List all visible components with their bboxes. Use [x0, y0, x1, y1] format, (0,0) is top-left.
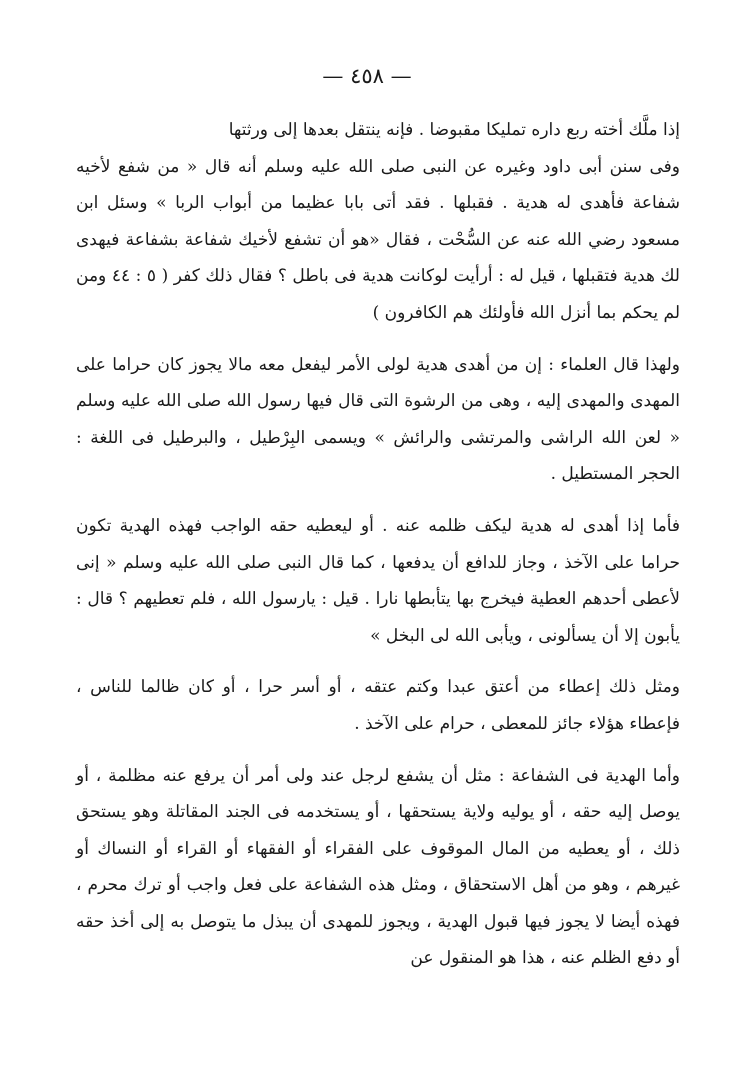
- body-text: [76, 112, 680, 977]
- paragraph: إذا ملَّك أخته ربع داره تمليكا مقبوضا . فإنه ينتقل بعدها إلى ورثتها: [228, 120, 680, 140]
- paragraph: وأما الهدية فى الشفاعة : مثل أن يشفع لرجل عند ولى أمر أن يرفع عنه مظلمة ، أو يوصل إليه حقه ، أو يوليه ولاية يستحقها ، أو يستخدمه فى الجند المقاتلة وهو يستحق ذلك ، أو يعطيه من المال الموقوف على الفقراء أو الفقهاء أو القراء أو النساك أو غيرهم ، وهو من أهل الاستحقاق ، ومثل هذه الشفاعة على فعل واجب أو ترك محرم ، فهذه أيضا لا يجوز فيها قبول الهدية ، ويجوز للمهدى أن يبذل ما يتوصل به إلى أخذ حقه أو دفع الظلم عنه ، هذا هو المنقول عن: [76, 765, 680, 969]
- paragraph: فأما إذا أهدى له هدية ليكف ظلمه عنه . أو ليعطيه حقه الواجب فهذه الهدية تكون حراما على الآخذ ، وجاز للدافع أن يدفعها ، كما قال النبى صلى الله عليه وسلم « إنى لأعطى أحدهم العطية فيخرج بها يتأبطها نارا . قيل : يارسول الله ، فلم تعطيهم ؟ قال : يأبون إلا أن يسألونى ، ويأبى الله لى البخل »: [76, 515, 680, 646]
- paragraph: ومثل ذلك إعطاء من أعتق عبدا وكتم عتقه ، أو أسر حرا ، أو كان ظالما للناس ، فإعطاء هؤلاء جائز للمعطى ، حرام على الآخذ .: [76, 677, 680, 734]
- paragraph: ولهذا قال العلماء : إن من أهدى هدية لولى الأمر ليفعل معه مالا يجوز كان حراما على المهدى والمهدى إليه ، وهى من الرشوة التى قال فيها رسول الله صلى الله عليه وسلم « لعن الله الراشى والمرتشى والرائش » ويسمى البِرْطيل ، والبرطيل فى اللغة : الحجر المستطيل .: [76, 354, 680, 485]
- page-number: — ٤٥٨ —: [322, 64, 412, 88]
- paragraph: وفى سنن أبى داود وغيره عن النبى صلى الله عليه وسلم أنه قال « من شفع لأخيه شفاعة فأهدى له هدية . فقبلها . فقد أتى بابا عظيما من أبواب الربا » وسئل ابن مسعود رضي الله عنه عن السُّحْت ، فقال «هو أن تشفع لأخيك شفاعة بشفاعة فيهدى لك هدية فتقبلها ، قيل له : أرأيت لوكانت هدية فى باطل ؟ فقال ذلك كفر ( ٥ : ٤٤ ومن لم يحكم بما أنزل الله فأولئك هم الكافرون ): [76, 156, 680, 323]
